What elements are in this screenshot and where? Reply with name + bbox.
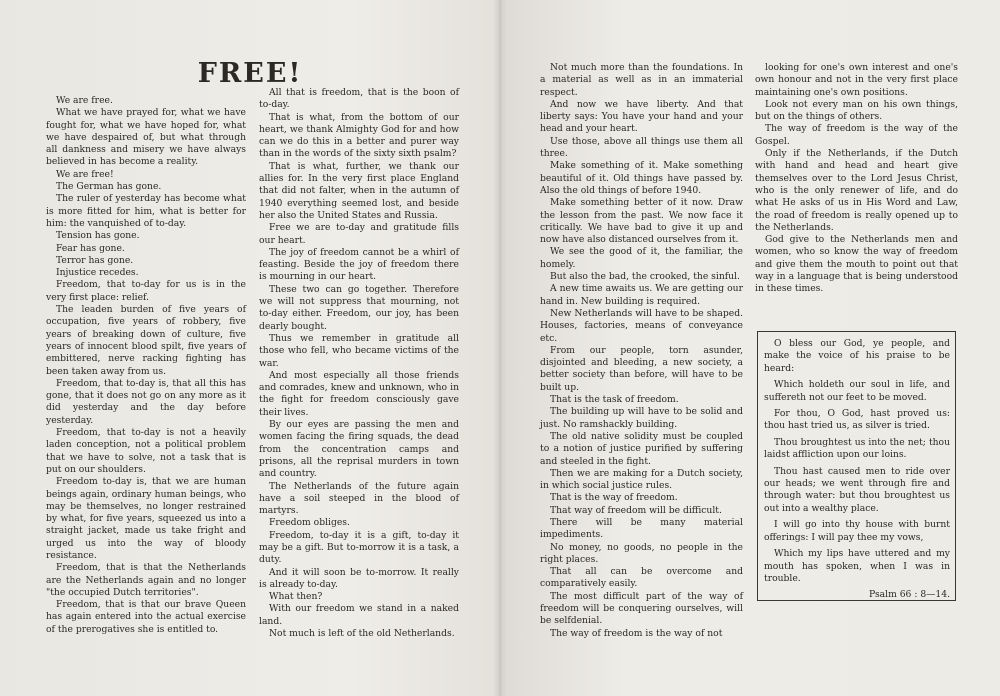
paragraph: looking for one's own interest and one's own honour and not in the very first place maintaining one's own positions. (755, 62, 958, 98)
paragraph: The way of freedom is the way of the Gospel. (755, 123, 958, 147)
page-fold (493, 0, 507, 696)
paragraph: From our people, torn asunder, disjointed and bleeding, a new society, a better society than before, will have to be built up. (540, 344, 743, 393)
psalm-quotation (764, 338, 950, 606)
psalm-verse: For thou, O God, hast proved us: thou hast tried us, as silver is tried. (764, 408, 950, 432)
paragraph: That is the way of freedom. (550, 492, 678, 504)
paragraph: The way of freedom is the way of not (550, 627, 723, 639)
paragraph: And it will soon be to-morrow. It really is already to-day. (259, 566, 459, 590)
text-column-4 (755, 62, 958, 296)
paragraph: God give to the Netherlands men and women, who so know the way of freedom and give them the mouth to point out that way in a language that is being understood in these times. (755, 234, 958, 295)
paragraph: The leaden burden of five years of occupation, five years of robbery, five years of breaking down of culture, five years of innocent blood spilt, five years of embittered, nerve racking fighting has been taken away from us. (46, 304, 246, 377)
paragraph: What then? (269, 591, 323, 603)
paragraph: We see the good of it, the familiar, the homely. (540, 246, 743, 270)
text-column-2 (259, 87, 459, 640)
paragraph: That way of freedom will be difficult. (550, 504, 722, 516)
paragraph: Free we are to-day and gratitude fills our heart. (259, 222, 459, 246)
paragraph: We are free. (56, 95, 113, 106)
paragraph: Freedom, that to-day is not a heavily laden conception, not a political problem that we have to solve, not a task that is put on our shoulders. (46, 427, 246, 475)
paragraph: By our eyes are passing the men and women facing the firing squads, the dead from the concentration camps and prisons, all the reprisal murders in town and country. (259, 419, 459, 480)
psalm-verse: I will go into thy house with burnt offerings: I will pay thee my vows, (764, 519, 950, 543)
paragraph: Freedom, that to-day for us is in the very first place: relief. (46, 279, 246, 303)
paragraph: That is the task of freedom. (550, 394, 679, 406)
paragraph: That is what, from the bottom of our heart, we thank Almighty God for and how can we do this in a better and purer way than in the words of the sixty sixth psalm? (259, 111, 459, 160)
paragraph: Make something better of it now. Draw the lesson from the past. We now face it critically. We have bad to give it up and now have also distanced ourselves from it. (540, 197, 743, 246)
paragraph: Freedom, to-day it is a gift, to-day it may be a gift. But to-morrow it is a task, a duty. (259, 529, 459, 566)
paragraph: Freedom obliges. (269, 517, 350, 529)
paragraph: Make something of it. Make something beautiful of it. Old things have passed by. Also the old things of before 1940. (540, 160, 743, 196)
paragraph: The German has gone. (56, 181, 162, 193)
paragraph: Look not every man on his own things, but on the things of others. (755, 98, 958, 123)
paragraph: The most difficult part of the way of freedom will be conquering ourselves, will be selfdenial. (540, 590, 743, 627)
paragraph: The ruler of yesterday has become what is more fitted for him, what is better for him: the vanquished of to-day. (46, 193, 246, 229)
paragraph: And now we have liberty. And that liberty says: You have your hand and your head and your heart. (540, 98, 743, 135)
paragraph: With our freedom we stand in a naked land. (259, 603, 459, 627)
paragraph: Terror has gone. (56, 254, 134, 266)
paragraph: Freedom, that to-day is, that all this has gone, that it does not go on any more as it did yesterday and the day before yesterday. (46, 377, 246, 426)
page-title: FREE! (197, 58, 303, 89)
paragraph: What we have prayed for, what we have fought for, what we have hoped for, what we have despaired of, but what through all dankness and misery we have always believed in has become a reality. (46, 107, 246, 168)
paragraph: The joy of freedom cannot be a whirl of feasting. Beside the joy of freedom there is mourning in our heart. (259, 246, 459, 283)
paragraph: Tension has gone. (56, 230, 140, 242)
psalm-verse: Thou hast caused men to ride over our heads; we went through fire and through water: but thou broughtest us out into a wealthy place. (764, 465, 950, 514)
paragraph: New Netherlands will have to be shaped. Houses, factories, means of conveyance etc. (540, 307, 743, 344)
paragraph: The Netherlands of the future again have a soil steeped in the blood of martyrs. (259, 480, 459, 517)
paragraph: Not much is left of the old Netherlands. (269, 628, 455, 640)
paragraph: That all can be overcome and comparatively easily. (540, 566, 743, 590)
psalm-verse: Which my lips have uttered and my mouth has spoken, when I was in trouble. (764, 548, 950, 584)
paragraph: That is what, further, we thank our allies for. In the very first place England that did not falter, when in the autumn of 1940 everything seemed lost, and beside her also the United States and Russia. (259, 160, 459, 221)
paragraph: Fear has gone. (56, 242, 125, 254)
paragraph: There will be many material impediments. (540, 516, 743, 541)
paragraph: These two can go together. Therefore we will not suppress that mourning, not to-day either. Freedom, our joy, has been dearly bought. (259, 283, 459, 332)
text-column-3 (540, 62, 743, 640)
paragraph: No money, no goods, no people in the right places. (540, 541, 743, 565)
paragraph: We are free! (56, 168, 114, 180)
paragraph: Freedom, that is that the Netherlands are the Netherlands again and no longer "the occupied Dutch territories". (46, 562, 246, 598)
paragraph: Thus we remember in gratitude all those who fell, who became victims of the war. (259, 332, 459, 369)
paragraph: The building up will have to be solid and just. No ramshackly building. (540, 406, 743, 430)
paragraph: All that is freedom, that is the boon of to-day. (259, 87, 459, 111)
psalm-verse: Which holdeth our soul in life, and suffereth not our feet to be moved. (764, 379, 950, 403)
paragraph: Then we are making for a Dutch society, in which social justice rules. (540, 467, 743, 492)
text-column-1 (46, 95, 246, 636)
paragraph: Freedom, that is that our brave Queen has again entered into the actual exercise of the prerogatives she is entitled to. (46, 599, 246, 635)
paragraph: But also the bad, the crooked, the sinful. (550, 271, 740, 283)
paragraph: The old native solidity must be coupled to a notion of justice purified by suffering and steeled in the fight. (540, 430, 743, 467)
paragraph: Use those, above all things use them all three. (540, 135, 743, 160)
paragraph: Not much more than the foundations. In a material as well as in an immaterial respect. (540, 62, 743, 98)
paragraph: Only if the Netherlands, if the Dutch with hand and head and heart give themselves over to the Lord Jesus Christ, who is the only renewer of life, and do what He asks of us in His Word and Law, the road of freedom is really opened up to the Netherlands. (755, 148, 958, 233)
paragraph: Injustice recedes. (56, 267, 139, 279)
psalm-reference: Psalm 66 : 8—14. (869, 589, 950, 601)
psalm-verse: Thou broughtest us into the net; thou laidst affliction upon our loins. (764, 436, 950, 461)
psalm-verse: O bless our God, ye people, and make the voice of his praise to be heard: (764, 338, 950, 374)
paragraph: And most especially all those friends and comrades, knew and unknown, who in the fight for freedom consciously gave their lives. (259, 369, 459, 418)
paragraph: A new time awaits us. We are getting our hand in. New building is required. (540, 283, 743, 307)
paragraph: Freedom to-day is, that we are human beings again, ordinary human beings, who may be themselves, no longer restrained by what, for five years, squeezed us into a straight jacket, made us take fright and urged us into the way of bloody resistance. (46, 476, 246, 561)
